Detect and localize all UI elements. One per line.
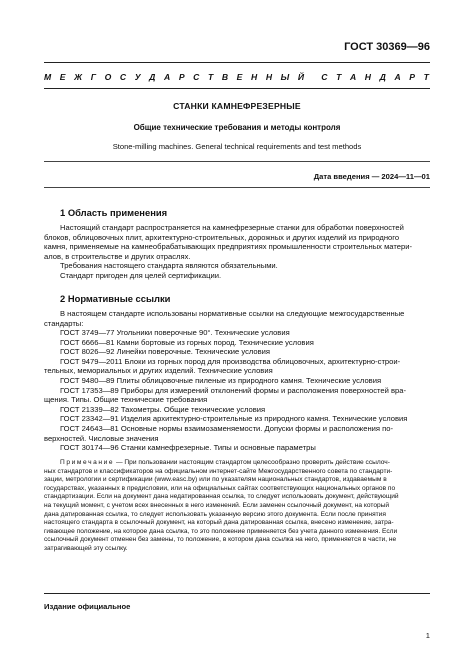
- reference-item-continued: щения. Типы. Общие технические требования: [44, 395, 208, 405]
- banner-letter: Ы: [280, 72, 290, 82]
- banner-letter: Й: [297, 72, 305, 82]
- banner-letter: М: [44, 72, 52, 82]
- note-line: ссылочный документ отменен без замены, то положение, в котором дана ссылка на него, применяется в части, не: [44, 536, 397, 544]
- document-title: СТАНКИ КАМНЕФРЕЗЕРНЫЕ: [173, 101, 301, 111]
- body-line: камня, применяемые на камнеобрабатывающих предприятиях промышленности строительных матери-: [44, 242, 412, 252]
- banner-letter: Е: [59, 72, 66, 82]
- header-rule: [44, 62, 430, 63]
- note-label: Примечание: [60, 459, 115, 466]
- banner-letter: Н: [265, 72, 273, 82]
- banner-rule: [44, 88, 430, 89]
- note-block: [44, 459, 430, 554]
- banner-letter: Т: [336, 72, 342, 82]
- reference-item: ГОСТ 9479—2011 Блоки из горных пород для производства облицовочных, архитектурно-строи-: [60, 356, 401, 366]
- banner-letter: С: [119, 72, 127, 82]
- note-line: затрагивающей эту ссылку.: [44, 544, 128, 552]
- banner-letter: О: [104, 72, 112, 82]
- note-line: на текущий момент, с учетом всех внесенных в него изменений. Если заменен ссылочный документ, на который: [44, 501, 390, 509]
- document-subtitle: Общие технические требования и методы контроля: [133, 123, 341, 132]
- banner-letter: Р: [409, 72, 416, 82]
- interstate-standard-banner: [44, 72, 429, 82]
- section-2-intro: [44, 309, 430, 328]
- banner-letter: В: [221, 72, 229, 82]
- date-rule: [44, 187, 430, 188]
- note-text: — При пользовании настоящим стандартом целесообразно проверить действие ссылоч-: [114, 459, 390, 466]
- reference-item: ГОСТ 21339—82 Тахометры. Общие технические условия: [60, 404, 266, 414]
- reference-item: ГОСТ 17353—89 Приборы для измерений отклонений формы и расположения поверхностей вра-: [60, 385, 406, 395]
- banner-letter: Н: [364, 72, 372, 82]
- note-line: настоящего стандарта в ссылочный документ, на который дана датированная ссылка, внесено изменение, затра-: [44, 519, 394, 527]
- reference-list: [44, 328, 430, 453]
- banner-letter: Г: [90, 72, 96, 82]
- body-line: алов, в строительстве и других отраслях.: [44, 251, 191, 261]
- reference-item-continued: верхностей. Числовые значения: [44, 433, 159, 443]
- document-code: ГОСТ 30369—96: [344, 41, 430, 53]
- body-line: В настоящем стандарте использованы нормативные ссылки на следующие межгосударственные: [60, 309, 405, 318]
- banner-letter: А: [394, 72, 401, 82]
- note-line: стандартизации. Если на документ дана недатированная ссылка, то следует использовать документ, действующий: [44, 493, 399, 501]
- note-line: зации, метрологии и сертификации (www.easc.by) или по указателям национальных стандартов, издаваемым в: [44, 476, 387, 484]
- banner-letter: Д: [149, 72, 156, 82]
- reference-item: ГОСТ 3749—77 Угольники поверочные 90°. Технические условия: [60, 328, 290, 337]
- note-line: ных стандартов и классификаторов на официальном интернет-сайте Межгосударственного совета по стандарти-: [44, 467, 393, 475]
- footer-rule: [44, 593, 430, 594]
- reference-item-continued: тельных, мемориальных и других изделий. Технические условия: [44, 366, 273, 376]
- official-edition-label: Издание официальное: [44, 602, 131, 611]
- reference-item: ГОСТ 9480—89 Плиты облицовочные пиленые из природного камня. Технические условия: [60, 375, 382, 385]
- note-line: [44, 459, 430, 468]
- banner-letter: А: [349, 72, 357, 82]
- body-line: Требования настоящего стандарта являются обязательными.: [60, 261, 278, 271]
- note-line: государствах, указанных в предисловии, или на официальных сайтах соответствующих национальных органов по: [44, 484, 396, 492]
- section-1-heading: 1 Область применения: [60, 207, 168, 218]
- page-number: 1: [425, 631, 430, 640]
- body-line: Стандарт пригоден для целей сертификации.: [60, 270, 222, 280]
- banner-letter: Е: [236, 72, 243, 82]
- title-rule: [44, 161, 430, 162]
- reference-item: ГОСТ 8026—92 Линейки поверочные. Технические условия: [60, 347, 271, 357]
- body-line: блоков, облицовочных плит, архитектурно-строительных, дорожных и других изделий из природного: [44, 232, 400, 242]
- body-line: Настоящий стандарт распространяется на камнефрезерные станки для обработки поверхностей: [60, 223, 404, 232]
- section-1-body: [44, 223, 430, 281]
- section-2-heading: 2 Нормативные ссылки: [60, 293, 171, 304]
- banner-letter: Д: [379, 72, 386, 82]
- banner-letter: С: [193, 72, 200, 82]
- english-title: Stone-milling machines. General technical requirements and test methods: [112, 142, 362, 151]
- reference-item: ГОСТ 24643—81 Основные нормы взаимозаменяемости. Допуски формы и расположения по-: [60, 423, 393, 433]
- introduction-date: Дата введения — 2024—11—01: [313, 172, 430, 181]
- banner-letter: Р: [178, 72, 185, 82]
- reference-item: ГОСТ 30174—96 Станки камнефрезерные. Типы и основные параметры: [60, 443, 316, 453]
- banner-letter: Ж: [74, 72, 83, 82]
- note-line: дана датированная ссылка, то следует использовать указанную версию этого документа. Если после принятия: [44, 510, 386, 518]
- banner-letter: А: [163, 72, 171, 82]
- body-line: стандарты:: [44, 318, 84, 328]
- banner-letter: У: [134, 72, 141, 82]
- banner-letter: С: [321, 72, 328, 82]
- note-line: гивающее положение, на которое дана ссылка, то это положение применяется без учета данного изменения. Если: [44, 527, 398, 535]
- banner-letter: Т: [207, 72, 214, 82]
- reference-item: ГОСТ 23342—91 Изделия архитектурно-строительные из природного камня. Технические условия: [60, 414, 408, 424]
- reference-item: ГОСТ 6666—81 Камни бортовые из горных пород. Технические условия: [60, 337, 314, 347]
- banner-letter: Н: [251, 72, 258, 82]
- banner-letter: Т: [423, 72, 429, 82]
